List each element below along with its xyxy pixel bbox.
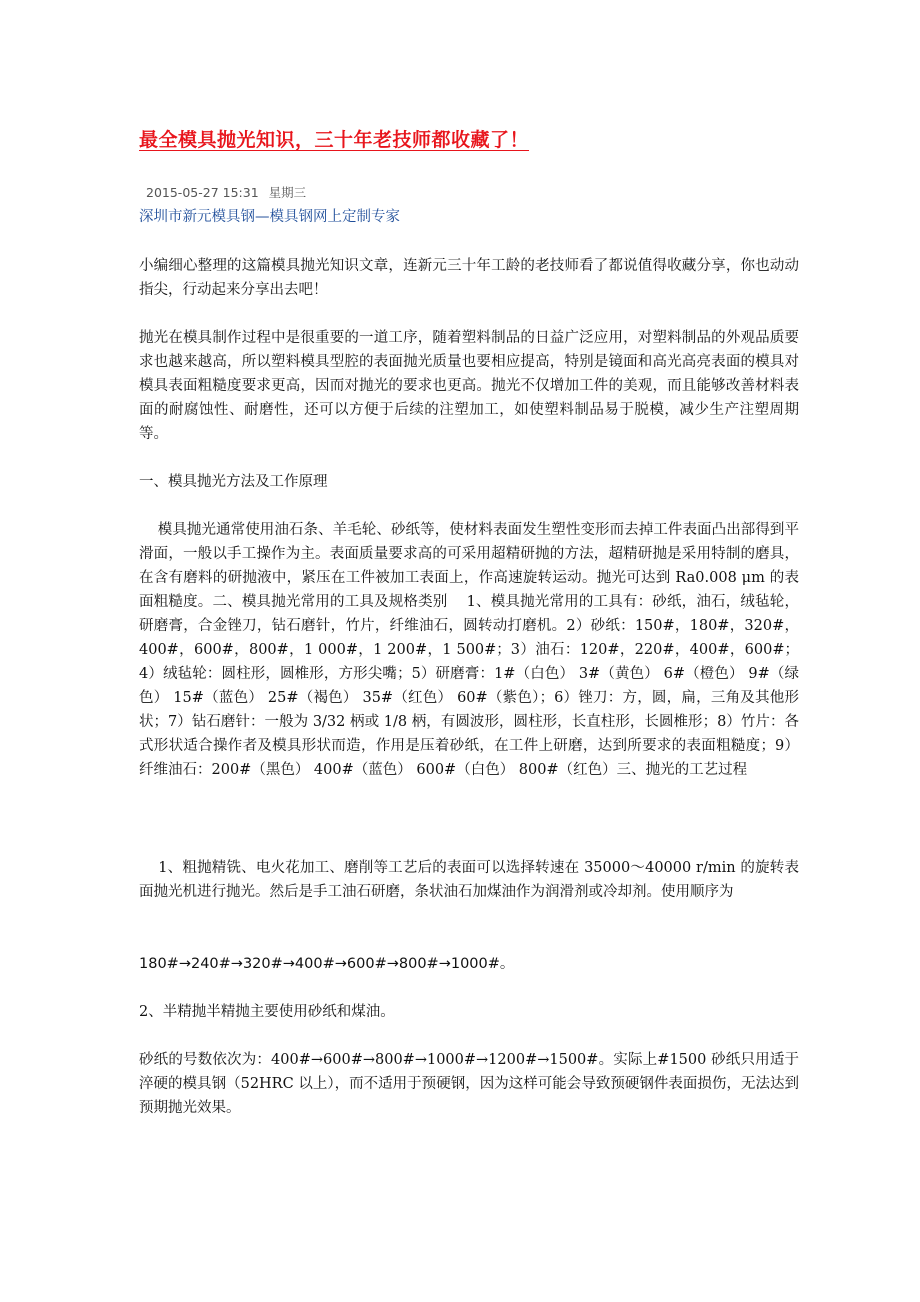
article-title[interactable]: 最全模具抛光知识，三十年老技师都收藏了！ (139, 129, 530, 151)
article-meta (146, 183, 312, 201)
publish-date: 2015-05-27 15:31 (146, 185, 259, 200)
grit-sequence-rough: 180#→240#→320#→400#→600#→800#→1000#。 (139, 956, 515, 972)
paragraph-sandpaper-grits: 砂纸的号数依次为：400#→600#→800#→1000#→1200#→1500#。实际上#1500 砂纸只用适于淬硬的模具钢（52HRC 以上），而不适用于预硬钢，因为这样可能会导致预硬钢件表面损伤，无法达到预期抛光效果。 (139, 1052, 799, 1116)
paragraph-intro: 小编细心整理的这篇模具抛光知识文章，连新元三十年工龄的老技师看了都说值得收藏分享，你也动动指尖，行动起来分享出去吧！ (139, 258, 799, 298)
article-source: 深圳市新元模具钢—模具钢网上定制专家 (139, 209, 400, 225)
section-heading: 一、模具抛光方法及工作原理 (139, 474, 328, 490)
paragraph-rough-polish: 1、粗抛精铣、电火花加工、磨削等工艺后的表面可以选择转速在 35000～40000 r/min 的旋转表面抛光机进行抛光。然后是手工油石研磨，条状油石加煤油作为润滑剂或冷却剂。使用顺序为 (139, 860, 799, 900)
paragraph-methods-tools: 模具抛光通常使用油石条、羊毛轮、砂纸等，使材料表面发生塑性变形而去掉工件表面凸出部得到平滑面，一般以手工操作为主。表面质量要求高的可采用超精研抛的方法，超精研抛是采用特制的磨具，在含有磨料的研抛液中，紧压在工件被加工表面上，作高速旋转运动。抛光可达到 Ra0.008 μm 的表面粗糙度。二、模具抛光常用的工具及规格类别 1、模具抛光常用的工具有：砂纸，油石，绒毡轮，研磨膏，合金锉刀，钻石磨针，竹片，纤维油石，圆转动打磨机。2）砂纸：150#，180#，320#，400#，600#，800#，1 000#，1 200#，1 500#；3）油石：120#，220#，400#，600#；4）绒毡轮：圆柱形，圆椎形，方形尖嘴；5）研磨膏：1#（白色） 3#（黄色） 6#（橙色） 9#（绿色） 15#（蓝色） 25#（褐色） 35#（红色） 60#（紫色）；6）锉刀：方，圆，扁，三角及其他形状；7）钻石磨针：一般为 3/32 柄或 1/8 柄，有圆波形，圆柱形，长直柱形，长圆椎形；8）竹片：各式形状适合操作者及模具形状而造，作用是压着砂纸，在工件上研磨，达到所要求的表面粗糙度；9）纤维油石：200#（黑色） 400#（蓝色） 600#（白色） 800#（红色）三、抛光的工艺过程 (139, 522, 800, 778)
publish-weekday: 星期三 (268, 185, 307, 200)
paragraph-semi-fine: 2、半精抛半精抛主要使用砂纸和煤油。 (139, 1004, 395, 1020)
paragraph-overview: 抛光在模具制作过程中是很重要的一道工序，随着塑料制品的日益广泛应用，对塑料制品的外观品质要求也越来越高，所以塑料模具型腔的表面抛光质量也要相应提高，特别是镜面和高光高亮表面的模具对模具表面粗糙度要求更高，因而对抛光的要求也更高。抛光不仅增加工件的美观，而且能够改善材料表面的耐腐蚀性、耐磨性，还可以方便于后续的注塑加工，如使塑料制品易于脱模，减少生产注塑周期等。 (139, 330, 799, 442)
